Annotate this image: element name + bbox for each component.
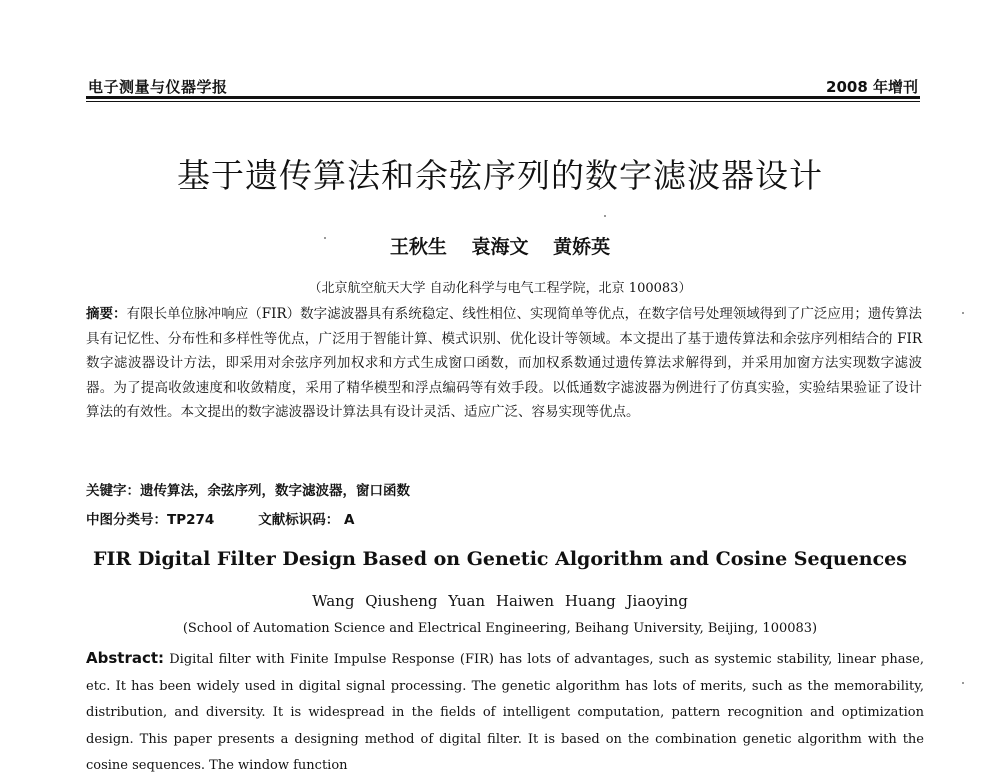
keywords-text: 遗传算法，余弦序列，数字滤波器，窗口函数: [140, 483, 410, 499]
scan-speck: [604, 215, 606, 217]
title-chinese: 基于遗传算法和余弦序列的数字滤波器设计: [177, 156, 823, 195]
doc-code-label: 文献标识码：: [258, 512, 340, 528]
affiliation-english: (School of Automation Science and Electrical Engineering, Beihang University, Beijing, 100083): [182, 621, 818, 636]
abstract-chinese-label: 摘要：: [86, 306, 127, 322]
clc-value: TP274: [167, 512, 215, 528]
authors-chinese: 王秋生 袁海文 黄娇英: [389, 236, 611, 258]
abstract-english-label: Abstract:: [86, 649, 165, 667]
abstract-chinese-text: 有限长单位脉冲响应（FIR）数字滤波器具有系统稳定、线性相位、实现简单等优点，在数字信号处理领域得到了广泛应用；遗传算法具有记忆性、分布性和多样性等优点，广泛用于智能计算、模式识别、优化设计等领域。本文提出了基于遗传算法和余弦序列相结合的 FIR 数字滤波器设计方法，即采用对余弦序列加权求和方式生成窗口函数，而加权系数通过遗传算法求解得到，并采用加窗方法实现数字滤波器。为了提高收敛速度和收敛精度，采用了精华模型和浮点编码等有效手段。以低通数字滤波器为例进行了仿真实验，实验结果验证了设计算法的有效性。本文提出的数字滤波器设计算法具有设计灵活、适应广泛、容易实现等优点。: [86, 306, 922, 420]
authors-english: Wang Qiusheng Yuan Haiwen Huang Jiaoying: [312, 592, 688, 610]
keywords-chinese: [86, 479, 410, 499]
clc-label: 中图分类号：: [86, 512, 167, 528]
header-rule-thin: [86, 101, 920, 102]
abstract-english: [86, 645, 924, 780]
scan-speck: [962, 312, 964, 314]
scan-speck: [962, 682, 964, 684]
abstract-english-text: Digital filter with Finite Impulse Response (FIR) has lots of advantages, such as systemic stability, linear phase, etc. It has been widely used in digital signal processing. The genetic algorithm has lots of merits, such as the memorability, distribution, and diversity. It is widespread in the fields of intelligent computation, pattern recognition and optimization design. This paper presents a designing method of digital filter. It is based on the combination genetic algorithm with the cosine sequences. The window function: [86, 652, 924, 773]
keywords-label: 关键字：: [86, 483, 140, 499]
abstract-chinese: [86, 302, 922, 425]
issue-label: 2008 年增刊: [826, 78, 918, 96]
scan-speck: [324, 237, 326, 239]
affiliation-chinese: （北京航空航天大学 自动化科学与电气工程学院，北京 100083）: [308, 281, 692, 296]
header-rule-thick: [86, 96, 920, 99]
classification-line: [86, 508, 354, 528]
title-english: FIR Digital Filter Design Based on Genetic Algorithm and Cosine Sequences: [93, 548, 907, 570]
journal-name: 电子测量与仪器学报: [88, 78, 228, 96]
doc-code-value: A: [344, 512, 355, 528]
